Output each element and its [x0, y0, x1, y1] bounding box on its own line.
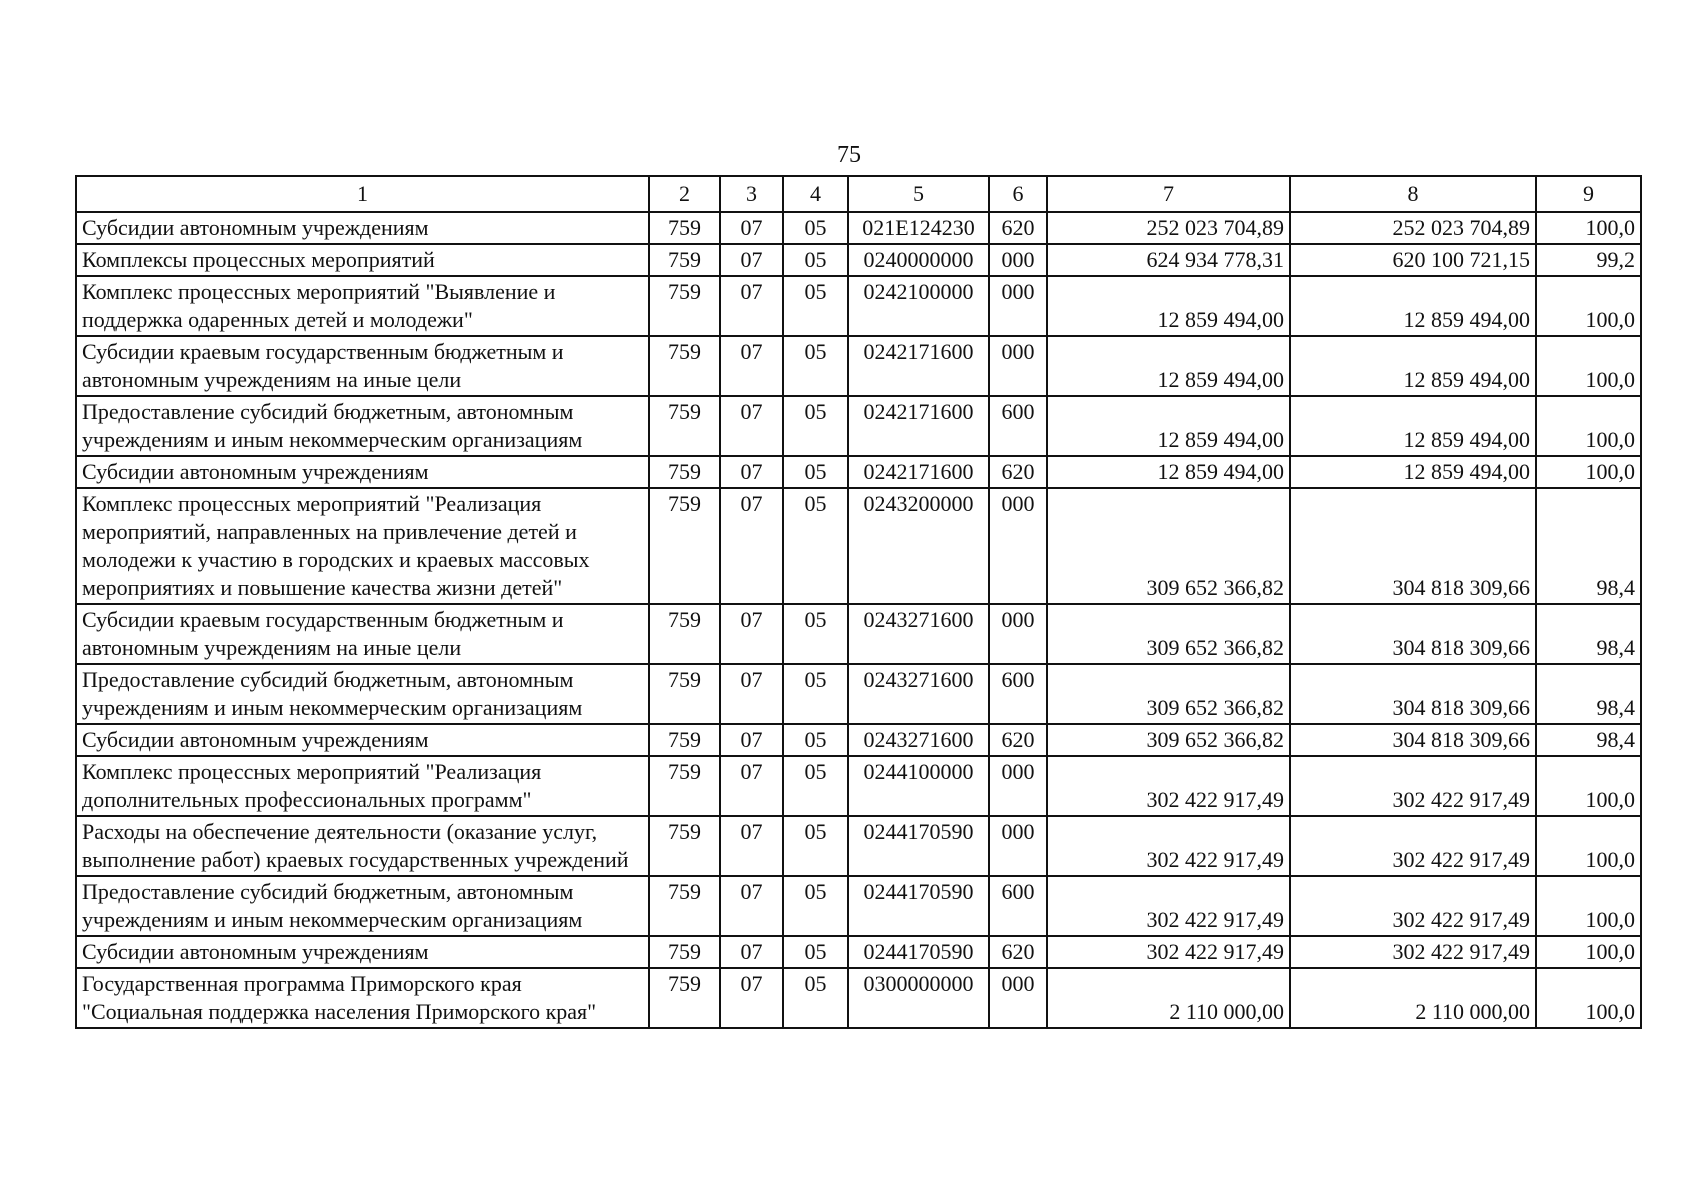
cell-subsection-code: 05 [783, 456, 848, 488]
row-name: Расходы на обеспечение деятельности (оказание услуг, выполнение работ) краевых государственных учреждений [76, 816, 649, 876]
cell-section-code: 07 [720, 336, 783, 396]
cell-planned-amount: 309 652 366,82 [1047, 488, 1290, 604]
cell-section-code: 07 [720, 456, 783, 488]
cell-planned-amount: 12 859 494,00 [1047, 336, 1290, 396]
cell-executed-amount: 302 422 917,49 [1290, 816, 1536, 876]
row-name: Субсидии краевым государственным бюджетным и автономным учреждениям на иные цели [76, 604, 649, 664]
cell-subsection-code: 05 [783, 488, 848, 604]
cell-section-code: 07 [720, 276, 783, 336]
cell-administrator-code: 759 [649, 816, 720, 876]
cell-target-article: 0243271600 [848, 724, 989, 756]
cell-expense-type: 600 [989, 664, 1047, 724]
table-row [76, 816, 1641, 876]
cell-planned-amount: 624 934 778,31 [1047, 244, 1290, 276]
column-header: 9 [1536, 176, 1641, 212]
table-row [76, 336, 1641, 396]
table-row [76, 456, 1641, 488]
cell-target-article: 0242171600 [848, 456, 989, 488]
cell-subsection-code: 05 [783, 212, 848, 244]
table-row [76, 244, 1641, 276]
cell-planned-amount: 12 859 494,00 [1047, 276, 1290, 336]
cell-subsection-code: 05 [783, 876, 848, 936]
cell-executed-amount: 304 818 309,66 [1290, 604, 1536, 664]
cell-executed-amount: 304 818 309,66 [1290, 724, 1536, 756]
cell-subsection-code: 05 [783, 724, 848, 756]
cell-execution-percent: 100,0 [1536, 336, 1641, 396]
cell-execution-percent: 100,0 [1536, 212, 1641, 244]
cell-administrator-code: 759 [649, 336, 720, 396]
row-name: Предоставление субсидий бюджетным, автономным учреждениям и иным некоммерческим организациям [76, 664, 649, 724]
cell-section-code: 07 [720, 968, 783, 1028]
cell-section-code: 07 [720, 488, 783, 604]
cell-planned-amount: 12 859 494,00 [1047, 396, 1290, 456]
cell-administrator-code: 759 [649, 244, 720, 276]
cell-execution-percent: 100,0 [1536, 396, 1641, 456]
row-name: Субсидии краевым государственным бюджетным и автономным учреждениям на иные цели [76, 336, 649, 396]
cell-executed-amount: 12 859 494,00 [1290, 276, 1536, 336]
cell-executed-amount: 302 422 917,49 [1290, 936, 1536, 968]
row-name: Субсидии автономным учреждениям [76, 456, 649, 488]
page-number: 75 [837, 142, 861, 168]
table-row [76, 396, 1641, 456]
cell-expense-type: 000 [989, 968, 1047, 1028]
cell-administrator-code: 759 [649, 276, 720, 336]
cell-expense-type: 620 [989, 456, 1047, 488]
row-name: Предоставление субсидий бюджетным, автономным учреждениям и иным некоммерческим организациям [76, 396, 649, 456]
column-header: 7 [1047, 176, 1290, 212]
cell-expense-type: 600 [989, 396, 1047, 456]
table-row [76, 724, 1641, 756]
cell-planned-amount: 2 110 000,00 [1047, 968, 1290, 1028]
cell-execution-percent: 100,0 [1536, 936, 1641, 968]
cell-section-code: 07 [720, 724, 783, 756]
row-name: Государственная программа Приморского края "Социальная поддержка населения Приморского края" [76, 968, 649, 1028]
cell-subsection-code: 05 [783, 336, 848, 396]
row-name: Субсидии автономным учреждениям [76, 936, 649, 968]
table-row [76, 488, 1641, 604]
column-header: 4 [783, 176, 848, 212]
cell-target-article: 0243271600 [848, 664, 989, 724]
cell-target-article: 0244170590 [848, 816, 989, 876]
cell-execution-percent: 100,0 [1536, 816, 1641, 876]
table-row [76, 212, 1641, 244]
cell-administrator-code: 759 [649, 756, 720, 816]
cell-subsection-code: 05 [783, 816, 848, 876]
row-name: Субсидии автономным учреждениям [76, 724, 649, 756]
cell-subsection-code: 05 [783, 756, 848, 816]
cell-section-code: 07 [720, 396, 783, 456]
cell-administrator-code: 759 [649, 456, 720, 488]
cell-planned-amount: 309 652 366,82 [1047, 604, 1290, 664]
cell-executed-amount: 304 818 309,66 [1290, 488, 1536, 604]
row-name: Комплекс процессных мероприятий "Реализация дополнительных профессиональных программ" [76, 756, 649, 816]
cell-expense-type: 000 [989, 816, 1047, 876]
row-name: Комплекс процессных мероприятий "Реализация мероприятий, направленных на привлечение детей и молодежи к участию в городских и краевых массовых мероприятиях и повышение качества жизни детей" [76, 488, 649, 604]
cell-execution-percent: 99,2 [1536, 244, 1641, 276]
row-name: Субсидии автономным учреждениям [76, 212, 649, 244]
cell-expense-type: 000 [989, 336, 1047, 396]
cell-subsection-code: 05 [783, 968, 848, 1028]
cell-planned-amount: 309 652 366,82 [1047, 664, 1290, 724]
cell-administrator-code: 759 [649, 488, 720, 604]
cell-expense-type: 000 [989, 756, 1047, 816]
column-header: 2 [649, 176, 720, 212]
table-row [76, 276, 1641, 336]
cell-section-code: 07 [720, 876, 783, 936]
cell-execution-percent: 100,0 [1536, 276, 1641, 336]
cell-executed-amount: 302 422 917,49 [1290, 876, 1536, 936]
cell-subsection-code: 05 [783, 244, 848, 276]
table-row [76, 936, 1641, 968]
cell-execution-percent: 100,0 [1536, 876, 1641, 936]
cell-executed-amount: 12 859 494,00 [1290, 396, 1536, 456]
cell-target-article: 0244170590 [848, 876, 989, 936]
cell-target-article: 0242100000 [848, 276, 989, 336]
cell-administrator-code: 759 [649, 876, 720, 936]
row-name: Комплекс процессных мероприятий "Выявление и поддержка одаренных детей и молодежи" [76, 276, 649, 336]
cell-planned-amount: 302 422 917,49 [1047, 936, 1290, 968]
cell-administrator-code: 759 [649, 936, 720, 968]
column-header: 5 [848, 176, 989, 212]
cell-executed-amount: 2 110 000,00 [1290, 968, 1536, 1028]
cell-execution-percent: 100,0 [1536, 756, 1641, 816]
cell-executed-amount: 12 859 494,00 [1290, 456, 1536, 488]
cell-expense-type: 620 [989, 212, 1047, 244]
cell-target-article: 0242171600 [848, 396, 989, 456]
table-row [76, 604, 1641, 664]
cell-expense-type: 000 [989, 244, 1047, 276]
budget-table [75, 175, 1642, 1029]
cell-executed-amount: 304 818 309,66 [1290, 664, 1536, 724]
cell-administrator-code: 759 [649, 724, 720, 756]
cell-planned-amount: 12 859 494,00 [1047, 456, 1290, 488]
cell-planned-amount: 302 422 917,49 [1047, 816, 1290, 876]
column-header: 1 [76, 176, 649, 212]
cell-target-article: 0244100000 [848, 756, 989, 816]
cell-section-code: 07 [720, 604, 783, 664]
table-row [76, 968, 1641, 1028]
cell-section-code: 07 [720, 244, 783, 276]
cell-section-code: 07 [720, 212, 783, 244]
cell-target-article: 0240000000 [848, 244, 989, 276]
row-name: Предоставление субсидий бюджетным, автономным учреждениям и иным некоммерческим организациям [76, 876, 649, 936]
cell-executed-amount: 12 859 494,00 [1290, 336, 1536, 396]
cell-target-article: 021E124230 [848, 212, 989, 244]
cell-section-code: 07 [720, 816, 783, 876]
cell-target-article: 0243271600 [848, 604, 989, 664]
cell-administrator-code: 759 [649, 212, 720, 244]
cell-section-code: 07 [720, 936, 783, 968]
cell-execution-percent: 98,4 [1536, 488, 1641, 604]
cell-execution-percent: 100,0 [1536, 456, 1641, 488]
cell-target-article: 0244170590 [848, 936, 989, 968]
table-row [76, 756, 1641, 816]
cell-expense-type: 000 [989, 488, 1047, 604]
column-header: 3 [720, 176, 783, 212]
cell-execution-percent: 98,4 [1536, 724, 1641, 756]
cell-execution-percent: 98,4 [1536, 664, 1641, 724]
cell-planned-amount: 309 652 366,82 [1047, 724, 1290, 756]
cell-expense-type: 000 [989, 276, 1047, 336]
table-row [76, 876, 1641, 936]
column-header: 6 [989, 176, 1047, 212]
cell-section-code: 07 [720, 756, 783, 816]
cell-expense-type: 620 [989, 724, 1047, 756]
cell-target-article: 0242171600 [848, 336, 989, 396]
table-row [76, 664, 1641, 724]
cell-planned-amount: 302 422 917,49 [1047, 756, 1290, 816]
cell-subsection-code: 05 [783, 664, 848, 724]
cell-executed-amount: 252 023 704,89 [1290, 212, 1536, 244]
cell-administrator-code: 759 [649, 664, 720, 724]
cell-execution-percent: 98,4 [1536, 604, 1641, 664]
cell-target-article: 0243200000 [848, 488, 989, 604]
cell-expense-type: 620 [989, 936, 1047, 968]
cell-subsection-code: 05 [783, 276, 848, 336]
cell-subsection-code: 05 [783, 604, 848, 664]
cell-planned-amount: 302 422 917,49 [1047, 876, 1290, 936]
cell-expense-type: 600 [989, 876, 1047, 936]
cell-expense-type: 000 [989, 604, 1047, 664]
cell-subsection-code: 05 [783, 936, 848, 968]
cell-section-code: 07 [720, 664, 783, 724]
column-header: 8 [1290, 176, 1536, 212]
cell-administrator-code: 759 [649, 968, 720, 1028]
cell-subsection-code: 05 [783, 396, 848, 456]
cell-administrator-code: 759 [649, 396, 720, 456]
cell-administrator-code: 759 [649, 604, 720, 664]
row-name: Комплексы процессных мероприятий [76, 244, 649, 276]
table-header-row [76, 176, 1641, 212]
cell-execution-percent: 100,0 [1536, 968, 1641, 1028]
cell-executed-amount: 620 100 721,15 [1290, 244, 1536, 276]
cell-executed-amount: 302 422 917,49 [1290, 756, 1536, 816]
cell-planned-amount: 252 023 704,89 [1047, 212, 1290, 244]
cell-target-article: 0300000000 [848, 968, 989, 1028]
